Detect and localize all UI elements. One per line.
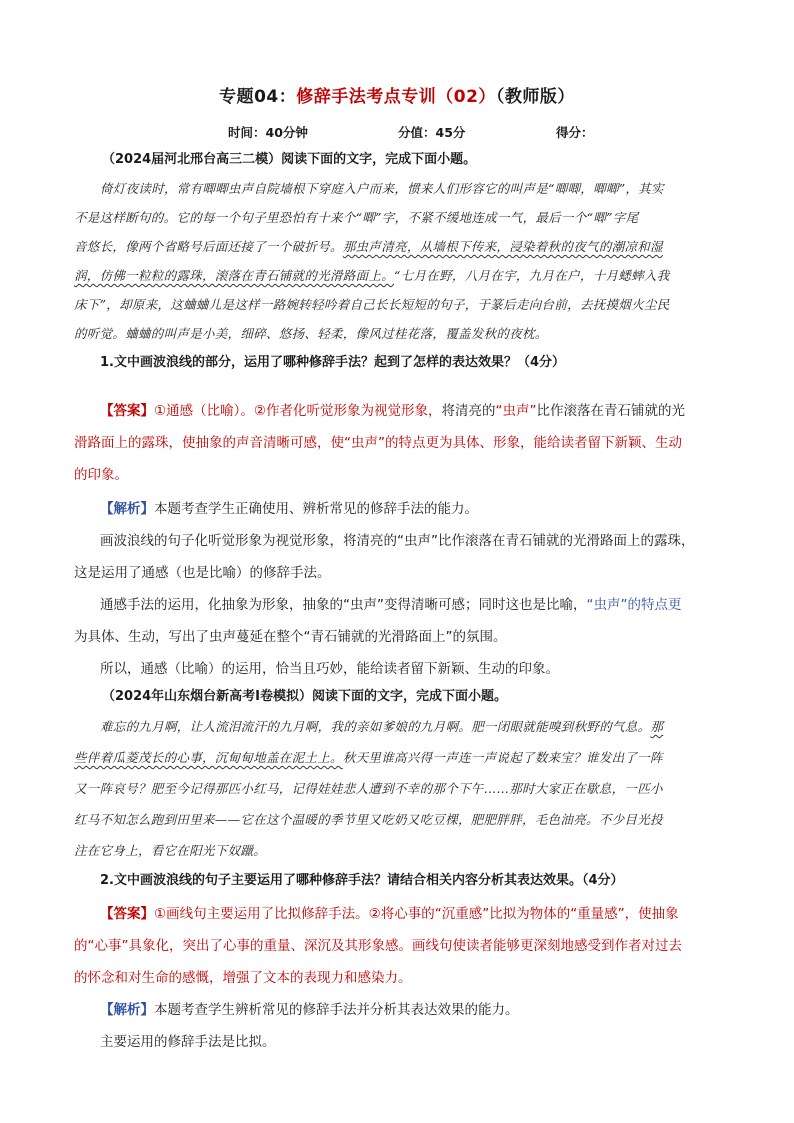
q1-answer-text: 将清亮的 (441, 403, 496, 419)
q2-analysis-line (100, 1001, 519, 1019)
q1-passage-text: “七月在野，八月在宇，九月在户，十月蟋蟀入我 (394, 268, 670, 283)
q2-passage-line (74, 749, 663, 767)
q1-analysis-text: 通感手法的运用，化抽象为形象，抽象的“虫声”变得清晰可感；同时这也是比喻， (100, 597, 587, 613)
q1-answer-text: “虫声” (344, 435, 385, 451)
q1-answer-text: 滑路面上的露珠，使抽象的声音清晰可感，使 (74, 435, 344, 451)
analysis-tag: 【解析】 (100, 501, 154, 517)
q1-answer-text: ①通感（比喻）。②作者化听觉形象为视觉形象， (154, 403, 442, 419)
q1-answer-text: “虫声” (495, 403, 537, 419)
q2-passage-line: 又一阵哀号？肥至今记得那匹小红马，记得娃娃悲人遭到不幸的那个下午……那时大家正在歇息，一匹小 (74, 781, 663, 796)
answer-tag: 【答案】 (100, 906, 154, 922)
q1-analysis-text: “虫声”的特点更 (586, 597, 682, 613)
q1-analysis-line (100, 596, 682, 614)
q1-answer-line (100, 402, 685, 420)
q2-answer-line: 的“心事”具象化，突出了心事的重量、深沉及其形象感。画线句使读者能够更深刻地感受到作者对过去 (74, 938, 682, 954)
q1-answer-text: 的特点更为具体、形象，能给读者留下新颖、生动 (385, 435, 682, 451)
q1-analysis-line: 所以，通感（比喻）的运用，恰当且巧妙，能给读者留下新颖、生动的印象。 (100, 661, 559, 677)
q2-analysis-line: 主要运用的修辞手法是比拟。 (100, 1034, 276, 1050)
q2-wavy-text: 那 (650, 719, 664, 734)
q1-passage-line: 倚灯夜读时，常有唧唧虫声自院墙根下穿庭入户而来，惯来人们形容它的叫声是“唧唧，唧唧”，其实 (100, 181, 664, 196)
q1-analysis-line (100, 500, 478, 518)
page-title (0, 82, 794, 107)
q1-passage-text: 音悠长，像两个省略号后面还接了一个破折号。 (74, 239, 343, 254)
q2-answer-line (100, 905, 679, 923)
q1-analysis-line: 为具体、生动，写出了虫声蔓延在整个“青石铺就的光滑路面上”的氛围。 (74, 629, 507, 645)
q2-analysis-text: 本题考查学生辨析常见的修辞手法并分析其表达效果的能力。 (154, 1002, 519, 1018)
q2-source: （2024年山东烟台新高考Ⅰ卷模拟）阅读下面的文字，完成下面小题。 (102, 689, 508, 704)
q1-passage-line (74, 267, 670, 285)
meta-time: 时间：40分钟 (228, 125, 308, 140)
q2-passage-text: 难忘的九月啊，让人流泪流汗的九月啊，我的亲如爹娘的九月啊。肥一闭眼就能嗅到秋野的气息。 (100, 719, 651, 734)
q1-wavy-text: 那虫声清亮，从墙根下传来，浸染着秋的夜气的潮凉和湿 (342, 239, 663, 254)
q1-passage-line: 的听觉。蛐蛐的叫声是小美，细碎、悠扬、轻柔，像风过桂花落，覆盖发秋的夜枕。 (74, 326, 548, 341)
q2-wavy-text: 些伴着瓜菱茂长的心事，沉甸甸地盖在泥土上。 (74, 750, 343, 765)
q2-passage-text: 秋天里谁高兴得一声连一声说起了数来宝？谁发出了一阵 (342, 750, 663, 765)
q2-answer-text: ①画线句主要运用了比拟修辞手法。②将心事的“沉重感”比拟为物体的“重量感”，使抽象 (154, 906, 679, 922)
q1-answer-line (74, 434, 682, 452)
q1-passage-line (74, 238, 663, 256)
meta-got: 得分： (556, 125, 594, 140)
answer-tag: 【答案】 (100, 403, 154, 419)
q1-passage-line: 不是这样断句的。它的每一个句子里恐怕有十来个“唧”字，不紧不缓地连成一气，最后一个“唧”字尾 (74, 210, 639, 225)
q1-analysis-line: 画波浪线的句子化听觉形象为视觉形象，将清亮的“虫声”比作滚落在青石铺就的光滑路面上的露珠， (100, 533, 695, 549)
q2-passage-line: 注在它身上，看它在阳光下奴躐。 (74, 843, 267, 858)
title-prefix: 专题04： (219, 87, 297, 107)
q2-passage-line (100, 718, 663, 736)
q1-analysis-text: 本题考查学生正确使用、辨析常见的修辞手法的能力。 (154, 501, 478, 517)
q1-analysis-line: 这是运用了通感（也是比喻）的修辞手法。 (74, 565, 331, 581)
q1-question: 1.文中画波浪线的部分，运用了哪种修辞手法？起到了怎样的表达效果？（4分） (100, 355, 566, 370)
q1-passage-line: 床下”，却原来，这蛐蛐儿是这样一路婉转轻吟着自己长长短短的句子，于篆后走向台前，去抚摸烟火尘民 (74, 297, 670, 312)
analysis-tag: 【解析】 (100, 1002, 154, 1018)
meta-score: 分值：45分 (398, 125, 466, 140)
title-main: 修辞手法考点专训（02） (296, 87, 496, 107)
q1-answer-line: 的印象。 (74, 467, 128, 483)
q1-wavy-text: 润，仿佛一粒粒的露珠，滚落在青石铺就的光滑路面上。 (74, 268, 395, 283)
q1-source: （2024届河北邢台高三二模）阅读下面的文字，完成下面小题。 (102, 152, 477, 167)
title-suffix: （教师版） (495, 87, 575, 107)
q1-answer-text: 比作滚落在青石铺就的光 (536, 403, 685, 419)
q2-answer-line: 的怀念和对生命的感慨，增强了文本的表现力和感染力。 (74, 970, 412, 986)
q2-question: 2.文中画波浪线的句子主要运用了哪种修辞手法？请结合相关内容分析其表达效果。（4分） (100, 873, 624, 888)
q2-passage-line: 红马不知怎么跑到田里来——它在这个温暖的季节里又吃奶又吃豆棵，肥肥胖胖，毛色油亮。不少目光投 (74, 812, 663, 827)
